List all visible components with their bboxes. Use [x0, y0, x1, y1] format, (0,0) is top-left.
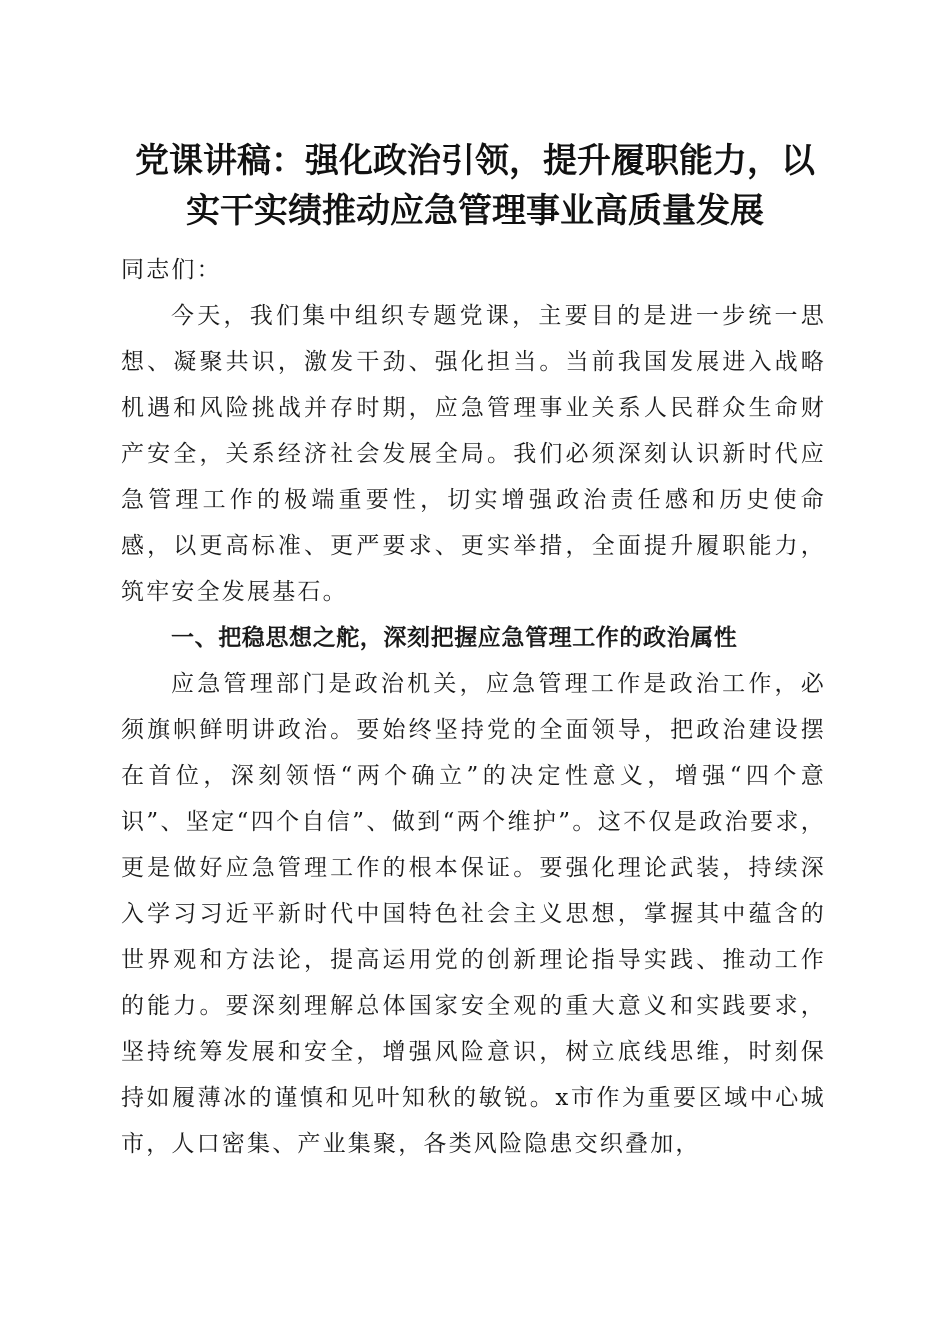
- document-title: [100, 136, 850, 236]
- intro-paragraph: 今天，我们集中组织专题党课，主要目的是进一步统一思想、凝聚共识，激发干劲、强化担当。当前我国发展进入战略机遇和风险挑战并存时期，应急管理事业关系人民群众生命财产安全，关系经济社会发展全局。我们必须深刻认识新时代应急管理工作的极端重要性，切实增强政治责任感和历史使命感，以更高标准、更严要求、更实举措，全面提升履职能力，筑牢安全发展基石。: [121, 303, 826, 605]
- document-body: [121, 247, 826, 1167]
- title-line-1: 党课讲稿：强化政治引领，提升履职能力，以: [135, 141, 815, 181]
- section-1-heading: 一、把稳思想之舵，深刻把握应急管理工作的政治属性: [171, 625, 738, 651]
- section-1-paragraph: 应急管理部门是政治机关，应急管理工作是政治工作，必须旗帜鲜明讲政治。要始终坚持党的全面领导，把政治建设摆在首位，深刻领悟“两个确立”的决定性意义，增强“四个意识”、坚定“四个自信”、做到“两个维护”。这不仅是政治要求，更是做好应急管理工作的根本保证。要强化理论武装，持续深入学习习近平新时代中国特色社会主义思想，掌握其中蕴含的世界观和方法论，提高运用党的创新理论指导实践、推动工作的能力。要深刻理解总体国家安全观的重大意义和实践要求，坚持统筹发展和安全，增强风险意识，树立底线思维，时刻保持如履薄冰的谨慎和见叶知秋的敏锐。x市作为重要区域中心城市，人口密集、产业集聚，各类风险隐患交织叠加，: [121, 671, 826, 1157]
- greeting: 同志们：: [121, 257, 222, 283]
- title-line-2: 实干实绩推动应急管理事业高质量发展: [186, 191, 764, 231]
